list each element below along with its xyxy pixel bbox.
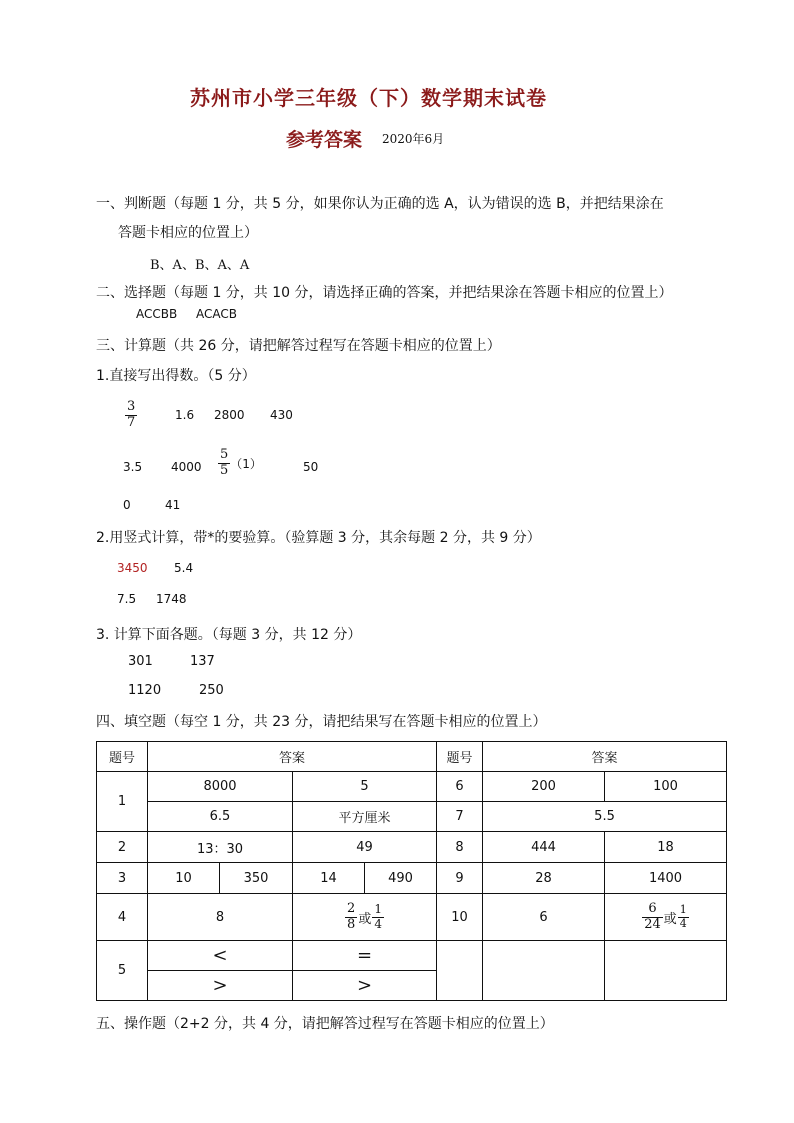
question-number: 4	[97, 894, 148, 941]
question-number: 8	[437, 832, 483, 863]
table-row	[97, 772, 727, 802]
answer-cell: 444	[483, 832, 605, 863]
fraction-denominator: 5	[220, 462, 229, 478]
table-row	[97, 802, 727, 832]
section1-heading-cont: 答题卡相应的位置上）	[118, 225, 258, 241]
answer-cell: 200	[483, 772, 605, 802]
fraction-denominator: 8	[347, 917, 356, 932]
header-answer: 答案	[148, 742, 437, 772]
empty-cell	[605, 941, 727, 1001]
answer-cell-symbol: =	[293, 941, 437, 971]
header-number: 题号	[97, 742, 148, 772]
section5-heading: 五、操作题（2+2 分，共 4 分，请把解答过程写在答题卡相应的位置上）	[96, 1016, 554, 1032]
q1-value: 2800	[214, 408, 245, 422]
table-header-row	[97, 742, 727, 772]
answer-cell-fraction	[293, 894, 437, 941]
fraction-denominator: 4	[679, 917, 687, 930]
q3-value: 1120	[128, 683, 162, 698]
table-row	[97, 941, 727, 971]
answer-cell: 350	[220, 863, 293, 894]
q1-value: 50	[303, 460, 319, 474]
fill-blank-answer-table	[96, 741, 727, 1001]
answer-cell: 8000	[148, 772, 293, 802]
fraction-numerator: 2	[347, 901, 356, 917]
question-number: 9	[437, 863, 483, 894]
page-subtitle: 参考答案	[286, 129, 363, 151]
q2-value-highlight: 3450	[117, 561, 148, 575]
section3-q3-heading: 3. 计算下面各题。（每题 3 分，共 12 分）	[96, 627, 362, 643]
fraction-3-7	[125, 395, 137, 431]
fraction-numerator: 1	[679, 903, 687, 917]
table-row	[97, 894, 727, 941]
empty-cell	[437, 941, 483, 1001]
or-label: 或	[358, 912, 372, 927]
q3-value: 301	[128, 654, 153, 669]
q1-value: 1.6	[175, 408, 195, 422]
q2-value: 1748	[156, 592, 187, 606]
header-answer: 答案	[483, 742, 727, 772]
section2-answer-b: ACACB	[196, 307, 237, 321]
answer-cell-symbol: <	[148, 941, 293, 971]
q1-value: 430	[270, 408, 293, 422]
fraction-denominator: 4	[374, 917, 382, 931]
fraction-numerator: 5	[220, 447, 229, 462]
answer-cell: 490	[365, 863, 437, 894]
fraction-denominator: 7	[127, 414, 136, 430]
answer-cell: 100	[605, 772, 727, 802]
or-label: 或	[663, 912, 677, 927]
section2-heading: 二、选择题（每题 1 分，共 10 分，请选择正确的答案，并把结果涂在答题卡相应的位置上）	[96, 285, 673, 301]
answer-cell: 28	[483, 863, 605, 894]
section2-answer-a: ACCBB	[136, 307, 178, 321]
section1-heading: 一、判断题（每题 1 分，共 5 分，如果你认为正确的选 A，认为错误的选 B，并把结果涂在	[96, 196, 664, 212]
header-number: 题号	[437, 742, 483, 772]
fraction-paren-value: （1）	[230, 456, 262, 471]
question-number: 2	[97, 832, 148, 863]
answer-cell: 5.5	[483, 802, 727, 832]
answer-cell: 14	[293, 863, 365, 894]
table-row	[97, 832, 727, 863]
answer-cell: 18	[605, 832, 727, 863]
question-number: 7	[437, 802, 483, 832]
fraction-5-5	[218, 448, 262, 479]
answer-cell-fraction	[605, 894, 727, 941]
q2-value: 7.5	[117, 592, 137, 606]
question-number: 3	[97, 863, 148, 894]
section3-heading: 三、计算题（共 26 分，请把解答过程写在答题卡相应的位置上）	[96, 338, 501, 354]
fraction-numerator: 3	[127, 399, 136, 414]
q1-value: 4000	[171, 460, 202, 474]
table-row	[97, 863, 727, 894]
answer-cell: 6.5	[148, 802, 293, 832]
fraction-numerator: 1	[374, 902, 382, 917]
answer-cell-symbol: >	[293, 971, 437, 1001]
fraction-numerator: 6	[648, 901, 657, 917]
q3-value: 137	[190, 654, 215, 669]
date-label: 2020年6月	[382, 132, 445, 146]
answer-cell: 13：30	[148, 832, 293, 863]
section3-q1-heading: 1.直接写出得数。（5 分）	[96, 368, 256, 384]
empty-cell	[483, 941, 605, 1001]
answer-cell: 1400	[605, 863, 727, 894]
question-number: 5	[97, 941, 148, 1001]
q3-value: 250	[199, 683, 224, 698]
question-number: 1	[97, 772, 148, 832]
answer-cell: 49	[293, 832, 437, 863]
q1-value: 0	[123, 498, 131, 512]
answer-cell-symbol: >	[148, 971, 293, 1001]
question-number: 6	[437, 772, 483, 802]
answer-cell: 平方厘米	[293, 802, 437, 832]
question-number: 10	[437, 894, 483, 941]
section1-answer: B、A、B、A、A	[150, 258, 250, 273]
q1-value: 41	[165, 498, 181, 512]
answer-cell: 5	[293, 772, 437, 802]
answer-cell: 10	[148, 863, 220, 894]
answer-cell: 8	[148, 894, 293, 941]
section3-q2-heading: 2.用竖式计算，带*的要验算。（验算题 3 分，其余每题 2 分，共 9 分）	[96, 530, 541, 546]
answer-cell: 6	[483, 894, 605, 941]
q2-value: 5.4	[174, 561, 194, 575]
section4-heading: 四、填空题（每空 1 分，共 23 分，请把结果写在答题卡相应的位置上）	[96, 714, 547, 730]
q1-value: 3.5	[123, 460, 143, 474]
page-title: 苏州市小学三年级（下）数学期末试卷	[190, 86, 547, 110]
fraction-denominator: 24	[644, 917, 661, 932]
